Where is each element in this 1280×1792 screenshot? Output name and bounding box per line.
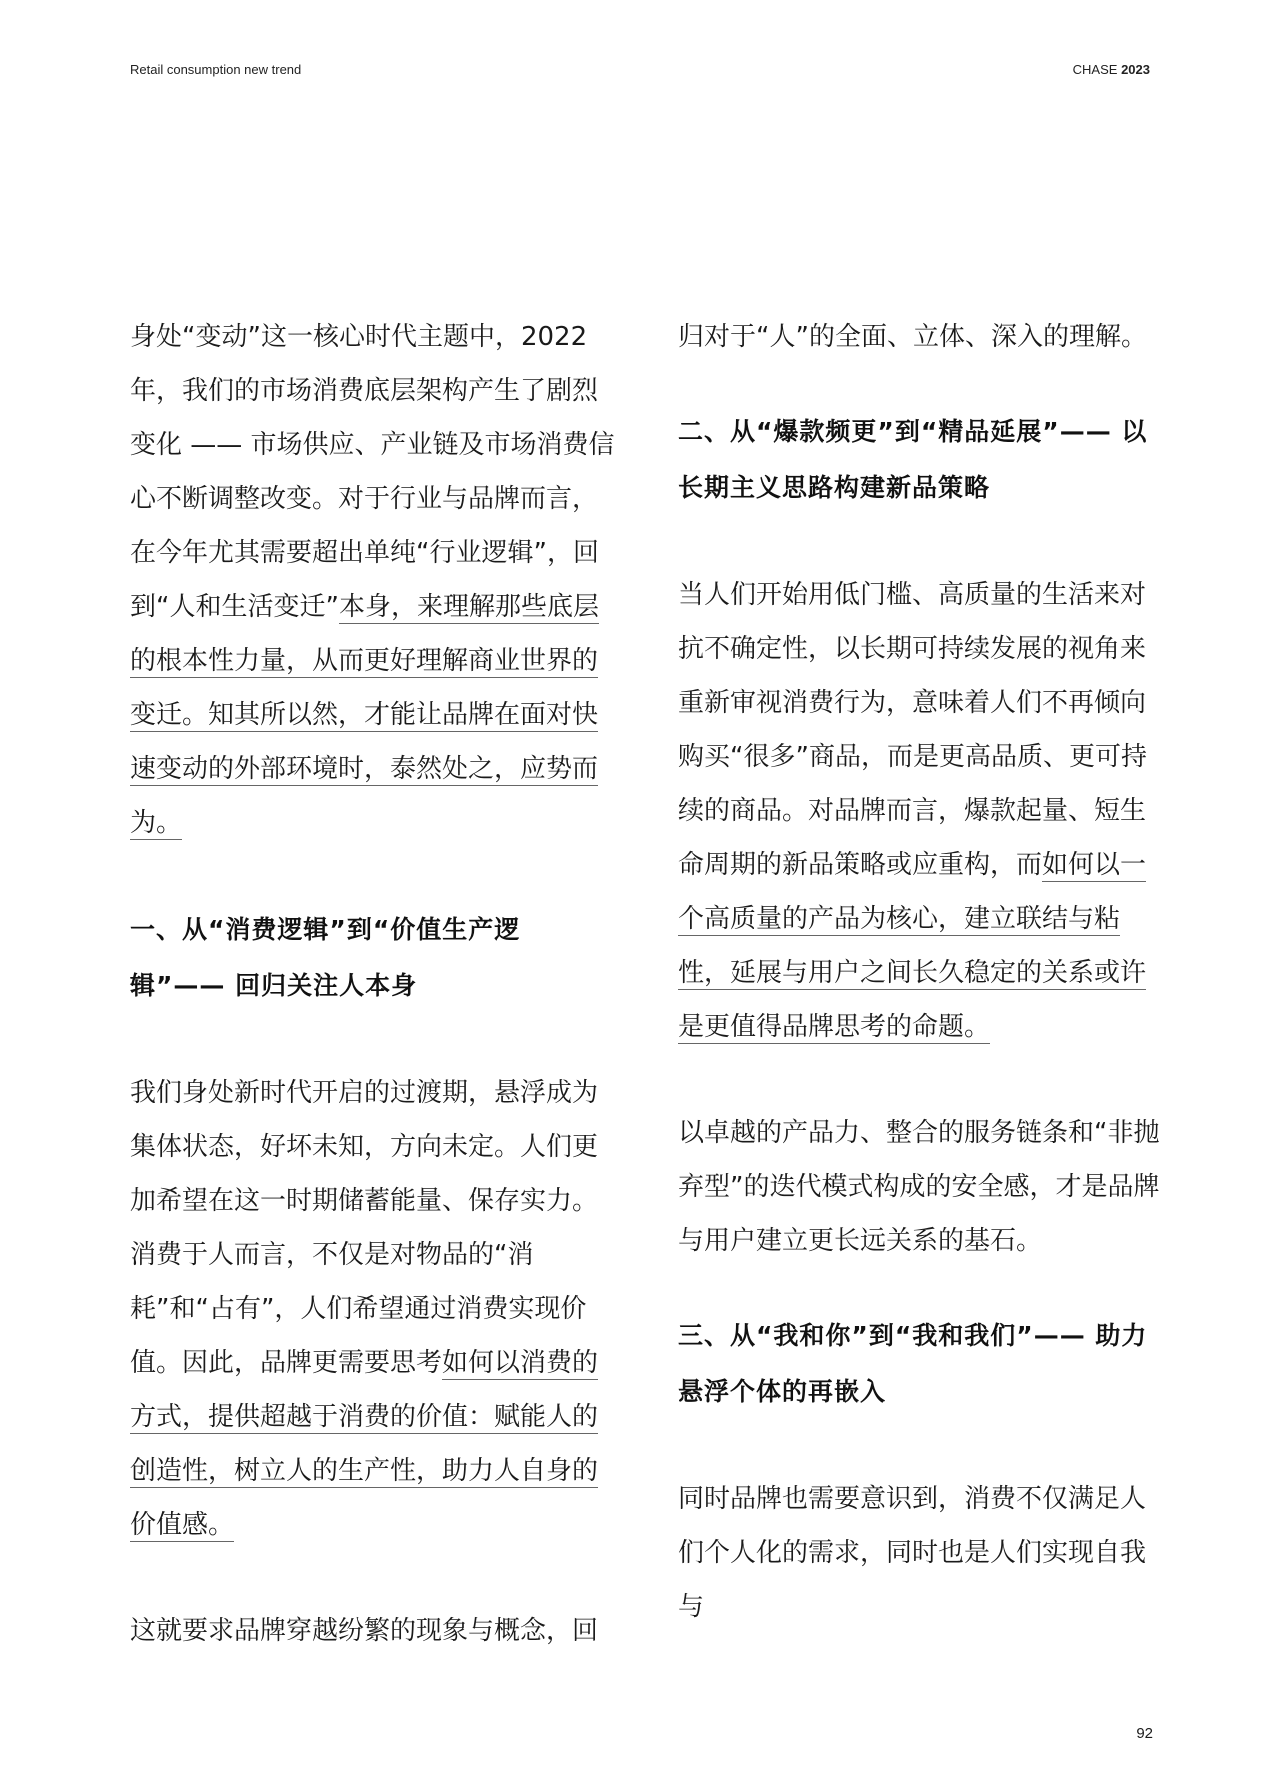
section-1-paragraph xyxy=(130,1066,615,1552)
section-1-text: 我们身处新时代开启的过渡期，悬浮成为集体状态，好坏未知，方向未定。人们更加希望在这一时期储蓄能量、保存实力。消费于人而言，不仅是对物品的“消耗”和“占有”，人们希望通过消费实现价值。因此，品牌更需要思考 xyxy=(130,1078,599,1378)
running-header-title: Retail consumption new trend xyxy=(130,62,302,77)
page-number: 92 xyxy=(1136,1725,1153,1742)
section-1-underlined-text: 如何以消费的方式，提供超越于消费的价值：赋能人的创造性，树立人的生产性，助力人自身的价值感。 xyxy=(130,1348,599,1540)
intro-text: 身处“变动”这一核心时代主题中，2022年，我们的市场消费底层架构产生了剧烈变化 —— 市场供应、产业链及市场消费信心不断调整改变。对于行业与品牌而言，在今年尤其需要超出单纯“行业逻辑”，回到“人和生活变迁” xyxy=(130,322,615,622)
section-2-text: 当人们开始用低门槛、高质量的生活来对抗不确定性，以长期可持续发展的视角来重新审视消费行为，意味着人们不再倾向购买“很多”商品，而是更高品质、更可持续的商品。对品牌而言，爆款起量、短生命周期的新品策略或应重构，而 xyxy=(678,580,1147,880)
section-2-underlined-text: 如何以一个高质量的产品为核心，建立联结与粘性，延展与用户之间长久稳定的关系或许是更值得品牌思考的命题。 xyxy=(678,850,1147,1042)
section-2-paragraph xyxy=(678,568,1163,1054)
running-header-brand xyxy=(1073,62,1150,77)
section-1-continued-paragraph: 这就要求品牌穿越纷繁的现象与概念，回 xyxy=(130,1616,599,1646)
section-3-paragraph: 同时品牌也需要意识到，消费不仅满足人们个人化的需求，同时也是人们实现自我与 xyxy=(678,1484,1147,1622)
right-column xyxy=(678,310,1163,1634)
section-heading-2: 二、从“爆款频更”到“精品延展”—— 以长期主义思路构建新品策略 xyxy=(678,417,1148,502)
continued-paragraph: 归对于“人”的全面、立体、深入的理解。 xyxy=(678,322,1147,352)
brand-name: CHASE xyxy=(1072,62,1118,77)
left-column xyxy=(130,310,615,1658)
intro-paragraph xyxy=(130,310,615,850)
section-heading-1: 一、从“消费逻辑”到“价值生产逻辑”—— 回归关注人本身 xyxy=(130,915,521,1000)
section-2-closing-paragraph: 以卓越的产品力、整合的服务链条和“非抛弃型”的迭代模式构成的安全感，才是品牌与用户建立更长远关系的基石。 xyxy=(678,1118,1160,1256)
section-heading-3: 三、从“我和你”到“我和我们”—— 助力悬浮个体的再嵌入 xyxy=(678,1321,1148,1406)
intro-underlined-text: 本身，来理解那些底层的根本性力量，从而更好理解商业世界的变迁。知其所以然，才能让品牌在面对快速变动的外部环境时，泰然处之，应势而为。 xyxy=(130,592,599,838)
brand-year: 2023 xyxy=(1121,62,1150,77)
